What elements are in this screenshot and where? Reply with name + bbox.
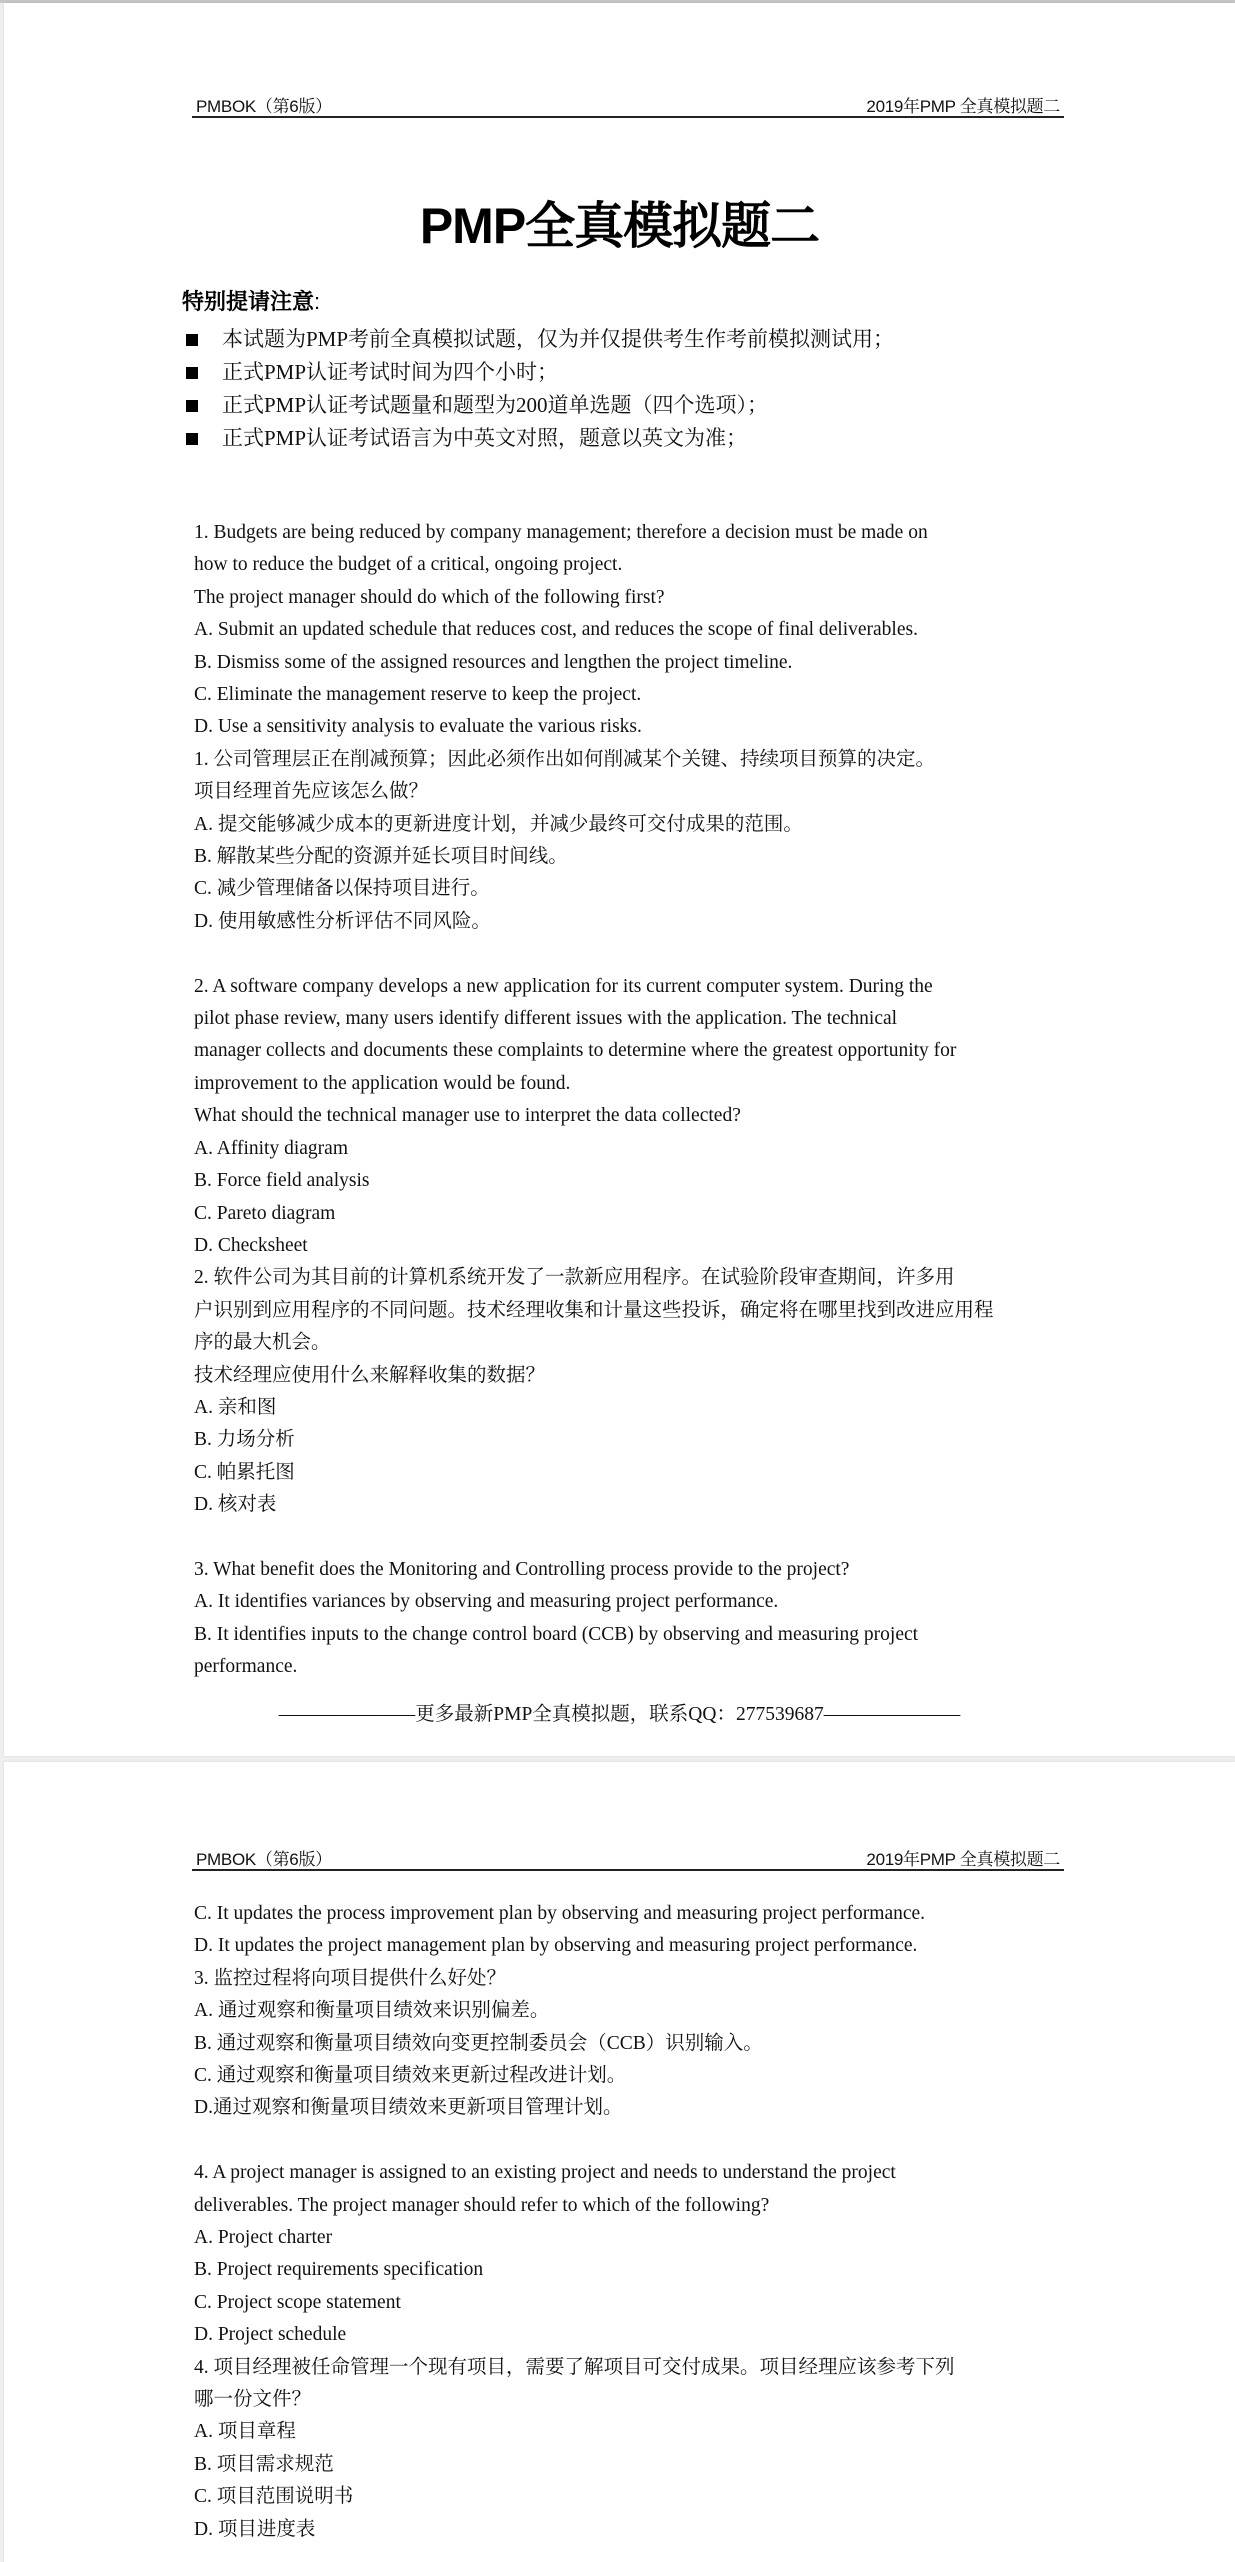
- text-line: improvement to the application would be found.: [194, 1072, 571, 1094]
- notice-item-text: 正式PMP认证考试语言为中英文对照，题意以英文为准；: [222, 426, 748, 450]
- paragraph-gap: [194, 2125, 1066, 2157]
- text-line: C. 通过观察和衡量项目绩效来更新过程改进计划。: [194, 2065, 627, 2087]
- text-line: A. 亲和图: [194, 1396, 277, 1418]
- text-line: 技术经理应使用什么来解释收集的数据？: [194, 1364, 546, 1386]
- text-line: A. 项目章程: [194, 2421, 296, 2443]
- text-line: C. 帕累托图: [194, 1461, 295, 1483]
- text-line: 户识别到应用程序的不同问题。技术经理收集和计量这些投诉，确定将在哪里找到改进应用程: [194, 1299, 994, 1321]
- text-line: C. It updates the process improvement plan by observing and measuring project performance.: [194, 1903, 926, 1924]
- text-line: The project manager should do which of the following first?: [194, 586, 665, 608]
- running-header: [192, 1845, 1064, 1871]
- notice-item: [182, 422, 1082, 455]
- text-line: A. 通过观察和衡量项目绩效来识别偏差。: [194, 2000, 550, 2022]
- text-line: 4. A project manager is assigned to an existing project and needs to understand the project: [194, 2162, 896, 2184]
- text-line: A. Project charter: [194, 2227, 333, 2249]
- text-line: C. Eliminate the management reserve to keep the project.: [194, 684, 642, 706]
- text-line: manager collects and documents these complaints to determine where the greatest opportunity for: [194, 1040, 957, 1062]
- text-line: pilot phase review, many users identify different issues with the application. The technical: [194, 1008, 898, 1030]
- notice-item: [182, 389, 1082, 422]
- text-line: D. 项目进度表: [194, 2518, 316, 2540]
- text-line: how to reduce the budget of a critical, ongoing project.: [194, 554, 623, 576]
- text-line: 2. A software company develops a new application for its current computer system. During the: [194, 975, 933, 997]
- header-left-text: PMBOK（第6版）: [196, 97, 332, 116]
- notice-heading: [182, 285, 320, 316]
- page-2-body: [194, 1898, 1066, 2546]
- text-line: A. 提交能够减少成本的更新进度计划，并减少最终可交付成果的范围。: [194, 813, 803, 835]
- notice-heading-colon: :: [314, 289, 321, 314]
- text-line: 2. 软件公司为其目前的计算机系统开发了一款新应用程序。在试验阶段审查期间，许多用: [194, 1267, 955, 1289]
- header-left-text: PMBOK（第6版）: [196, 1850, 332, 1869]
- text-line: B. Force field analysis: [194, 1170, 370, 1192]
- notice-item-text: 正式PMP认证考试时间为四个小时；: [222, 360, 559, 384]
- text-line: 4. 项目经理被任命管理一个现有项目，需要了解项目可交付成果。项目经理应该参考下列: [194, 2356, 955, 2378]
- text-line: 项目经理首先应该怎么做？: [194, 781, 429, 803]
- text-line: A. Affinity diagram: [194, 1137, 348, 1159]
- text-line: D. 使用敏感性分析评估不同风险。: [194, 910, 491, 932]
- notice-item-text: 正式PMP认证考试题量和题型为200道单选题（四个选项）；: [222, 393, 769, 417]
- text-line: 哪一份文件？: [194, 2389, 312, 2411]
- document-title: PMP全真模拟题二: [419, 198, 820, 254]
- text-line: C. 减少管理储备以保持项目进行。: [194, 878, 490, 900]
- text-line: 1. 公司管理层正在削减预算；因此必须作出如何削减某个关键、持续项目预算的决定。: [194, 748, 936, 770]
- text-line: 1. Budgets are being reduced by company management; therefore a decision must be made on: [194, 522, 928, 543]
- text-line: C. 项目范围说明书: [194, 2486, 354, 2508]
- text-line: 序的最大机会。: [194, 1332, 331, 1354]
- text-line: B. Dismiss some of the assigned resources and lengthen the project timeline.: [194, 651, 793, 673]
- contact-footer: ———————更多最新PMP全真模拟题，联系QQ：277539687———————: [278, 1704, 961, 1725]
- text-line: C. Project scope statement: [194, 2291, 401, 2313]
- text-line: 3. 监控过程将向项目提供什么好处？: [194, 1967, 507, 1989]
- page-1-body: [194, 517, 1066, 1684]
- notice-list: [182, 323, 1082, 455]
- notice-item: [182, 323, 1082, 356]
- notice-item-text: 本试题为PMP考前全真模拟试题，仅为并仅提供考生作考前模拟测试用；: [222, 327, 895, 351]
- text-line: deliverables. The project manager should refer to which of the following?: [194, 2194, 770, 2216]
- text-line: D. It updates the project management plan by observing and measuring project performance.: [194, 1935, 918, 1957]
- text-line: B. 通过观察和衡量项目绩效向变更控制委员会（CCB）识别输入。: [194, 2032, 763, 2054]
- text-line: D. 核对表: [194, 1494, 277, 1516]
- text-line: B. 解散某些分配的资源并延长项目时间线。: [194, 846, 568, 868]
- notice-item: [182, 356, 1082, 389]
- square-bullet-icon: [186, 334, 198, 346]
- text-line: D. Use a sensitivity analysis to evaluate the various risks.: [194, 716, 642, 738]
- running-header: [192, 92, 1064, 118]
- text-line: C. Pareto diagram: [194, 1202, 336, 1224]
- text-line: B. 项目需求规范: [194, 2453, 334, 2475]
- square-bullet-icon: [186, 400, 198, 412]
- text-line: A. Submit an updated schedule that reduces cost, and reduces the scope of final deliverables.: [194, 619, 918, 641]
- text-line: What should the technical manager use to interpret the data collected?: [194, 1105, 741, 1127]
- text-line: A. It identifies variances by observing and measuring project performance.: [194, 1591, 779, 1613]
- text-line: B. It identifies inputs to the change control board (CCB) by observing and measuring project: [194, 1623, 919, 1645]
- text-line: D. Checksheet: [194, 1234, 308, 1256]
- text-line: performance.: [194, 1656, 298, 1678]
- header-right-text: 2019年PMP 全真模拟题二: [866, 1850, 1060, 1869]
- text-line: 3. What benefit does the Monitoring and Controlling process provide to the project?: [194, 1558, 850, 1580]
- text-line: D. Project schedule: [194, 2324, 347, 2346]
- document-page-1: [4, 3, 1235, 1756]
- paragraph-gap: [194, 1522, 1066, 1554]
- notice-heading-text: 特别提请注意: [182, 289, 315, 314]
- document-page-2: [4, 1762, 1235, 2562]
- header-right-text: 2019年PMP 全真模拟题二: [866, 97, 1060, 116]
- text-line: D.通过观察和衡量项目绩效来更新项目管理计划。: [194, 2097, 623, 2119]
- paragraph-gap: [194, 938, 1066, 970]
- text-line: B. Project requirements specification: [194, 2259, 484, 2281]
- square-bullet-icon: [186, 433, 198, 445]
- text-line: B. 力场分析: [194, 1429, 295, 1451]
- square-bullet-icon: [186, 367, 198, 379]
